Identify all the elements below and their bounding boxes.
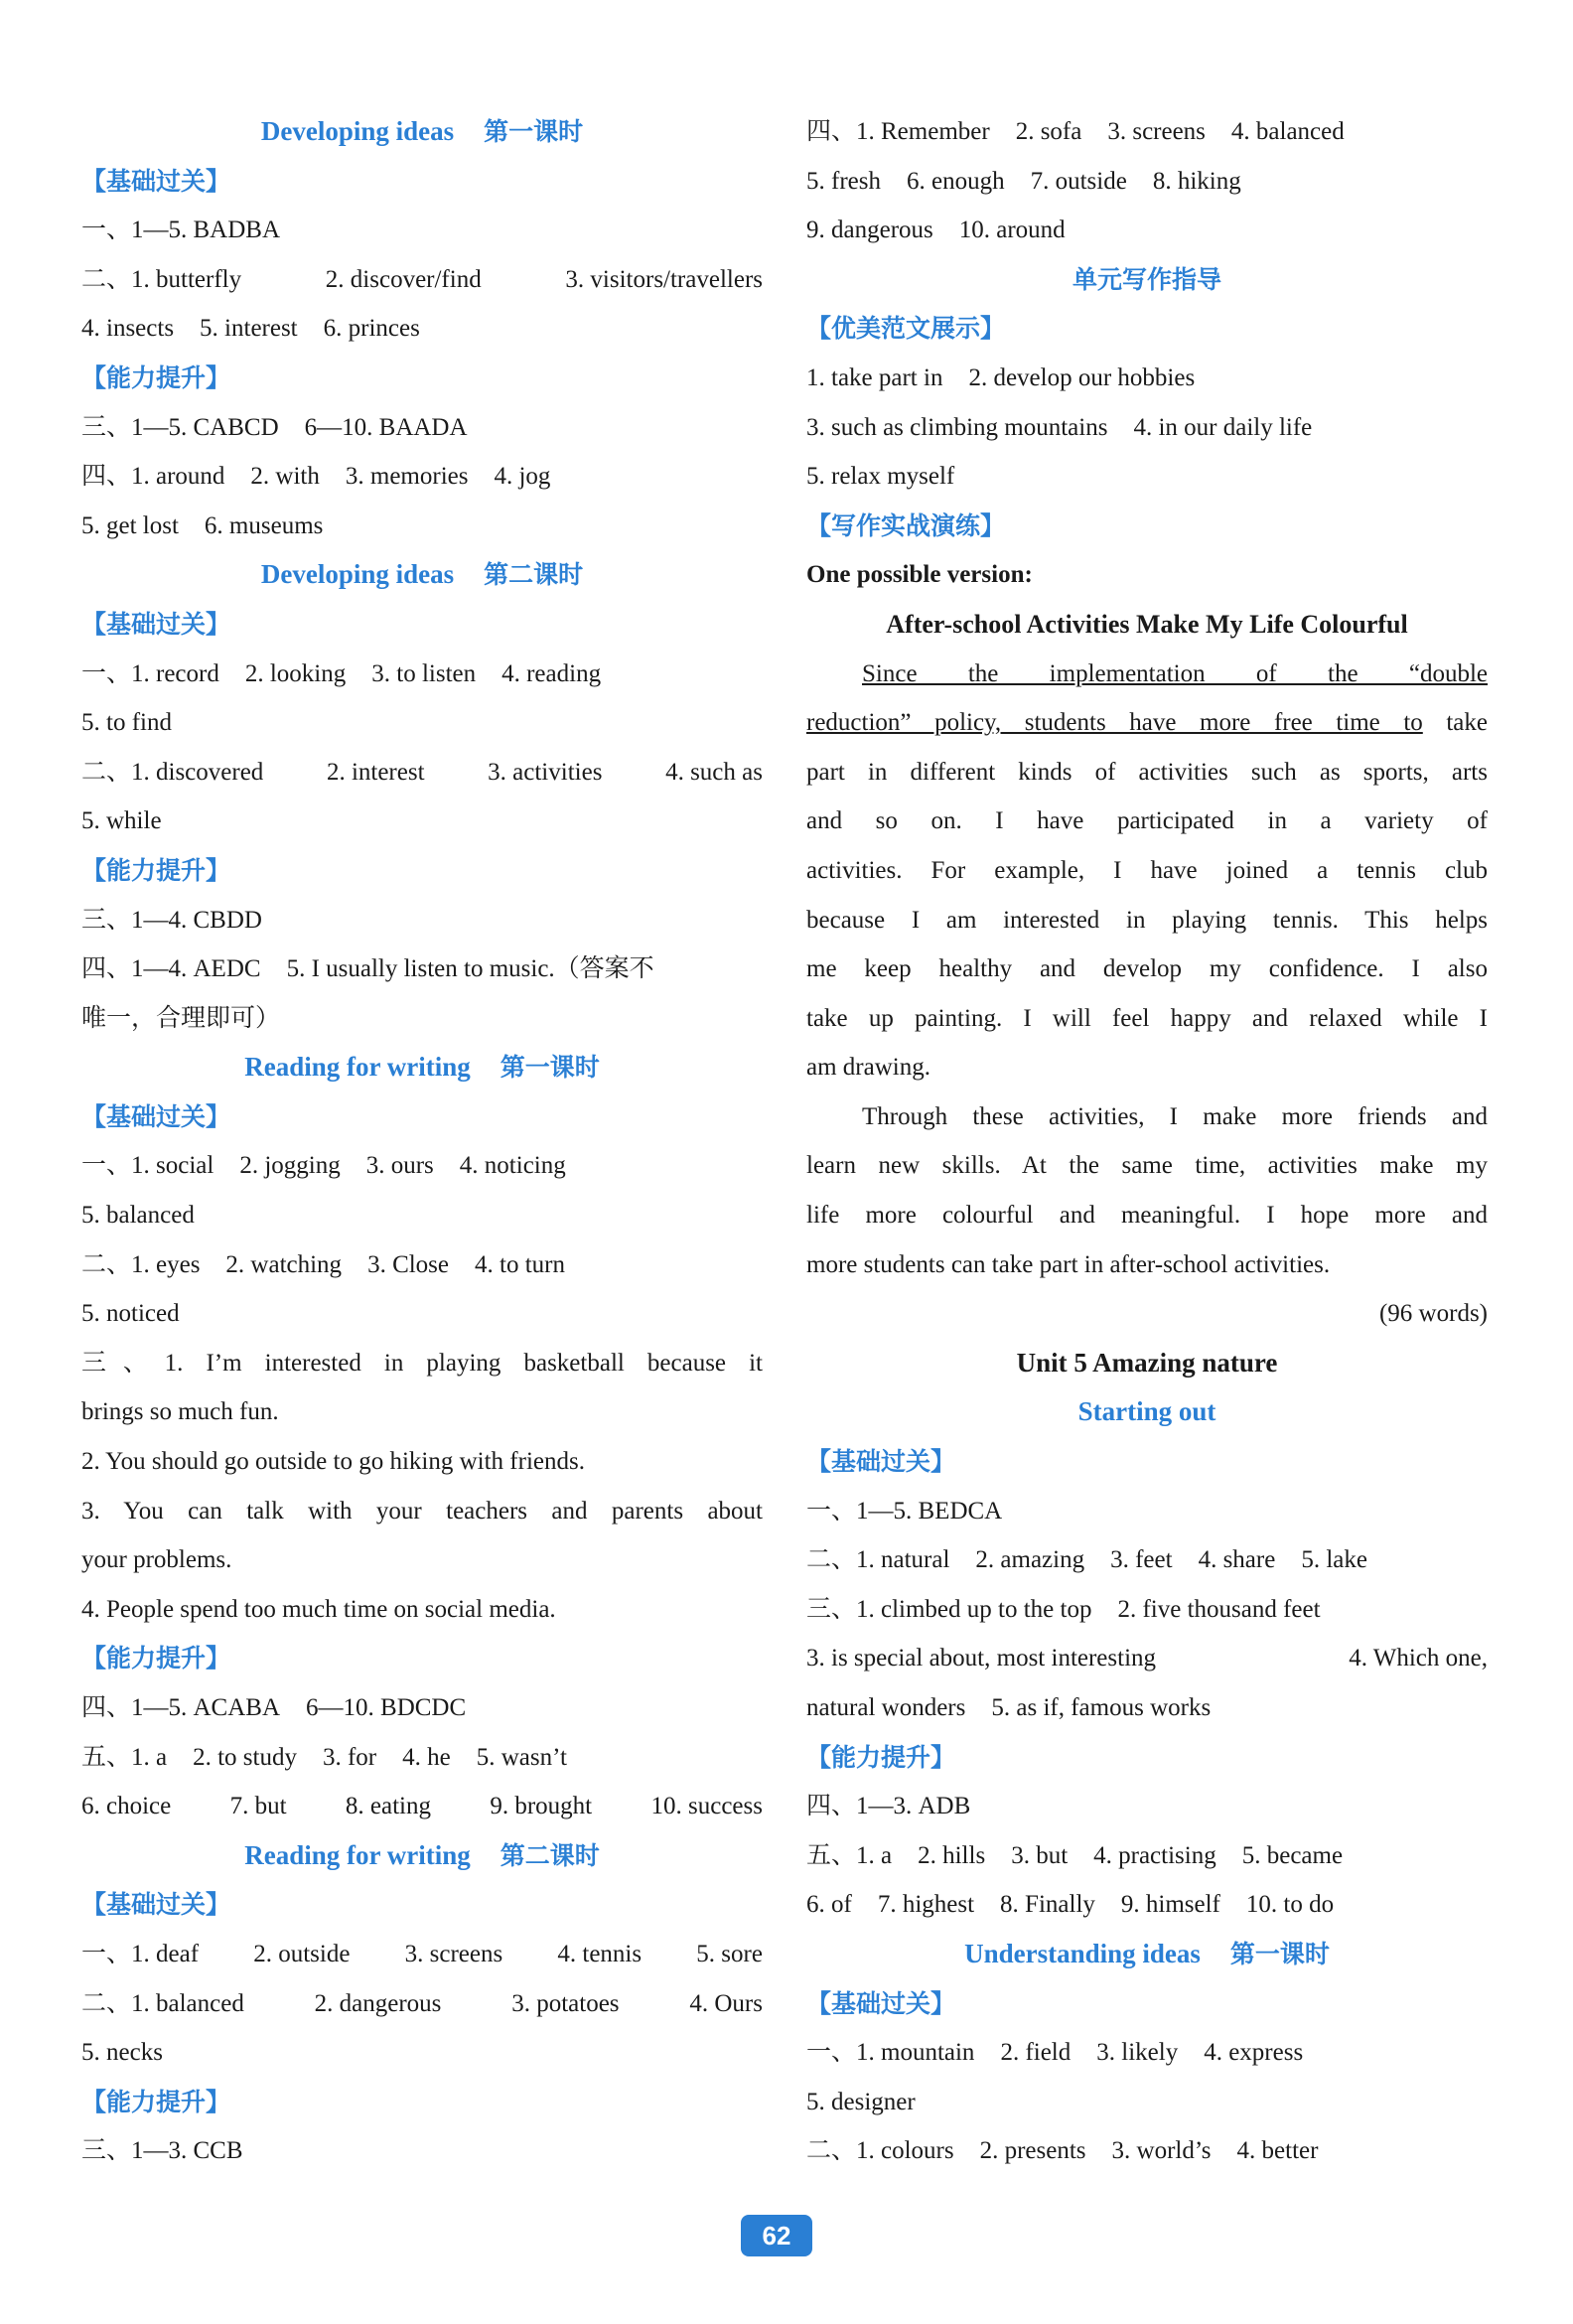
answer-item: 1. take part in <box>806 363 943 391</box>
essay-line: me keep healthy and develop my confidence. I also <box>806 955 1488 983</box>
section-heading-en: Developing ideas <box>260 116 455 146</box>
answer-line <box>81 1930 763 1979</box>
section-heading: 单元写作指导 <box>1072 264 1221 294</box>
answer-item: 2. dangerous <box>314 1989 442 2017</box>
section-tag: 【能力提升】 <box>806 1742 956 1772</box>
answer-line <box>806 2078 1488 2127</box>
answer-item: 5. while <box>81 807 162 835</box>
answer-line <box>81 2028 763 2078</box>
answer-line <box>81 1191 763 1240</box>
answer-item: 8. Finally <box>1000 1891 1095 1919</box>
text-line: 2. You should go outside to go hiking with friends. <box>81 1448 585 1476</box>
essay-text: take <box>1422 709 1488 737</box>
answer-item: 2. amazing <box>975 1546 1085 1574</box>
answer-line <box>81 748 763 798</box>
essay-line: Through these activities, I make more friends and <box>862 1102 1488 1130</box>
answer-item: 4. better <box>1236 2137 1319 2165</box>
section-tag: 【基础过关】 <box>81 609 231 639</box>
underlined-text: reduction” policy, students have more free time to <box>806 709 1423 737</box>
section-heading <box>81 550 763 600</box>
answer-item: 二、1. discovered <box>81 758 264 786</box>
essay-line: life more colourful and meaningful. I hope more and <box>806 1202 1488 1230</box>
answer-item: 三、1—5. CABCD <box>81 413 279 441</box>
answer-item: 三、1—4. CBDD <box>81 906 262 934</box>
answer-item: 8. hiking <box>1152 167 1241 195</box>
answer-item: 2. field <box>1000 2039 1072 2067</box>
answer-item: 3. to listen <box>371 659 477 687</box>
answer-item: 2. discover/find <box>325 265 482 293</box>
essay-line: learn new skills. At the same time, activities make my <box>806 1152 1488 1180</box>
answer-line <box>806 1683 1488 1733</box>
answer-item: 3. but <box>1011 1841 1069 1869</box>
section-heading-en: Reading for writing <box>244 1052 471 1083</box>
section-tag: 【能力提升】 <box>81 363 231 392</box>
answer-item: 6. choice <box>81 1793 172 1820</box>
essay-title: After-school Activities Make My Life Colourful <box>886 609 1408 639</box>
answer-item: 4. express <box>1204 2039 1304 2067</box>
essay-line: because I am interested in playing tennis. This helps <box>806 906 1488 934</box>
answer-item: 二、1. balanced <box>81 1989 244 2017</box>
section-heading-cn: 第一课时 <box>1229 1939 1330 1968</box>
section-tag: 【基础过关】 <box>81 1890 231 1920</box>
answer-item: natural wonders <box>806 1694 966 1721</box>
answer-item: 5. balanced <box>81 1202 195 1230</box>
answer-item: 3. such as climbing mountains <box>806 413 1108 441</box>
answer-item: 4. reading <box>501 659 602 687</box>
answer-item: 2. interest <box>326 758 425 786</box>
answer-line <box>806 206 1488 255</box>
answer-item: 4. balanced <box>1230 118 1345 145</box>
answer-item: 2. sofa <box>1015 118 1082 145</box>
answer-item: 5. lake <box>1301 1546 1367 1574</box>
section-tag: 【能力提升】 <box>81 1644 231 1673</box>
answer-line <box>806 1487 1488 1536</box>
answer-item: 5. to find <box>81 709 172 737</box>
answer-line <box>81 1289 763 1339</box>
answer-item: 5. relax myself <box>806 463 955 491</box>
answer-item: 4. to turn <box>475 1250 565 1278</box>
answer-item: 2. looking <box>244 659 347 687</box>
section-heading: Starting out <box>1077 1396 1216 1427</box>
answer-item: 一、1. deaf <box>81 1940 200 1967</box>
right-column <box>806 107 1488 2176</box>
answer-item: 四、1. around <box>81 463 225 491</box>
answer-item: 3. Close <box>367 1250 450 1278</box>
answer-item: 二、1. colours <box>806 2137 954 2165</box>
section-tag: 【能力提升】 <box>81 2087 231 2116</box>
answer-item: 2. develop our hobbies <box>968 363 1196 391</box>
answer-item: 4. insects <box>81 315 175 343</box>
section-tag: 【基础过关】 <box>806 1988 956 2018</box>
left-column <box>81 107 763 2176</box>
answer-item: 4. share <box>1198 1546 1276 1574</box>
section-heading-en: Developing ideas <box>260 559 455 590</box>
answer-item: 五、1. a <box>81 1743 168 1771</box>
section-heading-cn: 第一课时 <box>500 1053 600 1083</box>
text-line: am drawing. <box>806 1054 930 1082</box>
answer-line <box>81 1141 763 1191</box>
answer-line <box>81 896 763 945</box>
section-heading-cn: 第一课时 <box>484 117 584 146</box>
section-heading <box>81 1043 763 1092</box>
answer-item: 7. outside <box>1030 167 1127 195</box>
answer-item: 4. such as <box>665 758 763 786</box>
answer-item: 5. wasn’t <box>476 1743 567 1771</box>
answer-line <box>81 502 763 551</box>
answer-item: 3. screens <box>404 1940 503 1967</box>
essay-line <box>806 698 1488 748</box>
section-tag: 【基础过关】 <box>806 1447 956 1477</box>
answer-item: 5. as if, famous works <box>991 1694 1212 1721</box>
answer-item: 10. success <box>650 1793 763 1820</box>
section-tag: 【基础过关】 <box>81 166 231 196</box>
answer-item: 2. with <box>250 463 320 491</box>
text-line: your problems. <box>81 1546 232 1574</box>
answer-item: 2. outside <box>253 1940 351 1967</box>
answer-item: 二、1. eyes <box>81 1250 201 1278</box>
essay-line: 三、1. I’m interested in playing basketball because it <box>81 1349 763 1377</box>
answer-item: 10. to do <box>1245 1891 1335 1919</box>
answer-line <box>81 452 763 502</box>
answer-item: 4. Which one, <box>1349 1645 1488 1672</box>
answer-item: 一、1—5. BEDCA <box>806 1497 1003 1525</box>
answer-item: 一、1. social <box>81 1152 214 1180</box>
answer-line <box>81 255 763 305</box>
answer-line <box>806 1880 1488 1930</box>
answer-item: 8. eating <box>345 1793 431 1820</box>
answer-item: 4. tennis <box>557 1940 643 1967</box>
text-line: 唯一，合理即可） <box>81 1004 281 1032</box>
answer-item: 5. necks <box>81 2039 163 2067</box>
answer-item: 4. in our daily life <box>1133 413 1313 441</box>
answer-line <box>806 1535 1488 1585</box>
answer-item: 6—10. BAADA <box>304 413 468 441</box>
answer-item: 2. jogging <box>239 1152 341 1180</box>
answer-item: 9. himself <box>1120 1891 1220 1919</box>
section-heading <box>81 107 763 157</box>
essay-line: part in different kinds of activities such as sports, arts <box>806 758 1488 786</box>
answer-item: 2. hills <box>918 1841 986 1869</box>
answer-line <box>806 1831 1488 1881</box>
answer-item: 5. designer <box>806 2088 916 2115</box>
answer-line <box>81 206 763 255</box>
answer-item: 5. get lost <box>81 511 179 539</box>
unit-title: Unit 5 Amazing nature <box>1016 1347 1278 1378</box>
section-heading-cn: 第二课时 <box>484 560 584 590</box>
answer-item: 二、1. butterfly <box>81 265 242 293</box>
answer-item: 四、1. Remember <box>806 118 990 145</box>
answer-line <box>806 403 1488 453</box>
answer-item: 一、1. mountain <box>806 2039 975 2067</box>
answer-item: 2. to study <box>193 1743 297 1771</box>
answer-item: 5. sore <box>696 1940 763 1967</box>
answer-item: 5. interest <box>200 315 298 343</box>
answer-line <box>81 1979 763 2029</box>
answer-item: 四、1—5. ACABA <box>81 1694 281 1721</box>
answer-item: 6. of <box>806 1891 852 1919</box>
answer-item: 3. memories <box>345 463 469 491</box>
answer-item: 5. I usually listen to music.（答案不 <box>286 955 654 983</box>
answer-item: 3. is special about, most interesting <box>806 1645 1157 1672</box>
answer-line <box>81 1240 763 1290</box>
section-tag: 【优美范文展示】 <box>806 314 1006 344</box>
answer-item: 7. highest <box>877 1891 975 1919</box>
word-count: (96 words) <box>1378 1300 1488 1328</box>
answer-item: 2. presents <box>979 2137 1086 2165</box>
answer-line <box>806 1585 1488 1635</box>
answer-line <box>81 1733 763 1783</box>
answer-item: 3. world’s <box>1111 2137 1212 2165</box>
answer-line <box>81 2126 763 2176</box>
text-line: brings so much fun. <box>81 1398 279 1426</box>
answer-item: 3. ours <box>365 1152 434 1180</box>
underlined-text: Since the implementation of the “double <box>862 659 1488 687</box>
section-heading-cn: 第二课时 <box>500 1840 600 1870</box>
answer-line <box>806 2126 1488 2176</box>
answer-item: 四、1—3. ADB <box>806 1793 971 1820</box>
answer-line <box>81 1782 763 1831</box>
answer-item: 10. around <box>958 217 1066 244</box>
answer-item: 三、1. climbed up to the top <box>806 1595 1092 1623</box>
text-line: more students can take part in after-school activities. <box>806 1250 1331 1278</box>
section-tag: 【写作实战演练】 <box>806 510 1006 540</box>
answer-item: 五、1. a <box>806 1841 893 1869</box>
answer-line <box>806 107 1488 157</box>
answer-item: 4. jog <box>494 463 551 491</box>
section-heading-en: Understanding ideas <box>964 1938 1201 1968</box>
answer-item: 4. noticing <box>459 1152 566 1180</box>
answer-item: 5. became <box>1241 1841 1344 1869</box>
answer-item: 四、1—4. AEDC <box>81 955 261 983</box>
answer-item: 2. watching <box>225 1250 343 1278</box>
page-number: 62 <box>741 2215 812 2256</box>
answer-item: 3. activities <box>488 758 603 786</box>
essay-line <box>806 650 1488 699</box>
answer-line <box>81 403 763 453</box>
answer-line <box>806 2028 1488 2078</box>
answer-item: 三、1—3. CCB <box>81 2137 243 2165</box>
answer-line <box>81 944 763 994</box>
answer-item: 3. visitors/travellers <box>565 265 763 293</box>
answer-line <box>81 1683 763 1733</box>
answer-line <box>81 304 763 354</box>
answer-item: 一、1. record <box>81 659 219 687</box>
answer-item: 5. noticed <box>81 1300 180 1328</box>
answer-item: 4. Ours <box>689 1989 763 2017</box>
answer-item: 6. princes <box>323 315 420 343</box>
essay-line: 3. You can talk with your teachers and parents about <box>81 1497 763 1525</box>
answer-item: 4. practising <box>1093 1841 1216 1869</box>
essay-line: take up painting. I will feel happy and relaxed while I <box>806 1004 1488 1032</box>
answer-item: 6. museums <box>204 511 324 539</box>
version-label: One possible version: <box>806 561 1033 589</box>
answer-item: 3. for <box>322 1743 377 1771</box>
answer-item: 二、1. natural <box>806 1546 950 1574</box>
answer-item: 3. screens <box>1107 118 1206 145</box>
answer-item: 3. likely <box>1096 2039 1179 2067</box>
essay-line: activities. For example, I have joined a tennis club <box>806 856 1488 884</box>
essay-line: and so on. I have participated in a variety of <box>806 807 1488 835</box>
section-heading-en: Reading for writing <box>244 1839 471 1870</box>
answer-line <box>806 452 1488 502</box>
answer-item: 6. enough <box>906 167 1005 195</box>
answer-line <box>806 354 1488 403</box>
answer-line <box>806 1634 1488 1683</box>
section-tag: 【基础过关】 <box>81 1101 231 1131</box>
answer-item: 5. fresh <box>806 167 881 195</box>
answer-item: 一、1—5. BADBA <box>81 217 281 244</box>
answer-line <box>806 1782 1488 1831</box>
answer-item: 9. dangerous <box>806 217 933 244</box>
answer-line <box>81 797 763 846</box>
answer-line <box>81 698 763 748</box>
answer-item: 7. but <box>229 1793 287 1820</box>
text-line: 4. People spend too much time on social media. <box>81 1595 556 1623</box>
answer-item: 3. potatoes <box>511 1989 620 2017</box>
answer-item: 3. feet <box>1110 1546 1173 1574</box>
section-heading <box>806 1930 1488 1979</box>
answer-line <box>81 650 763 699</box>
section-tag: 【能力提升】 <box>81 855 231 885</box>
answer-line <box>806 157 1488 207</box>
answer-item: 9. brought <box>490 1793 593 1820</box>
answer-item: 6—10. BDCDC <box>306 1694 467 1721</box>
section-heading <box>81 1831 763 1881</box>
answer-item: 2. five thousand feet <box>1117 1595 1321 1623</box>
answer-item: 4. he <box>402 1743 451 1771</box>
